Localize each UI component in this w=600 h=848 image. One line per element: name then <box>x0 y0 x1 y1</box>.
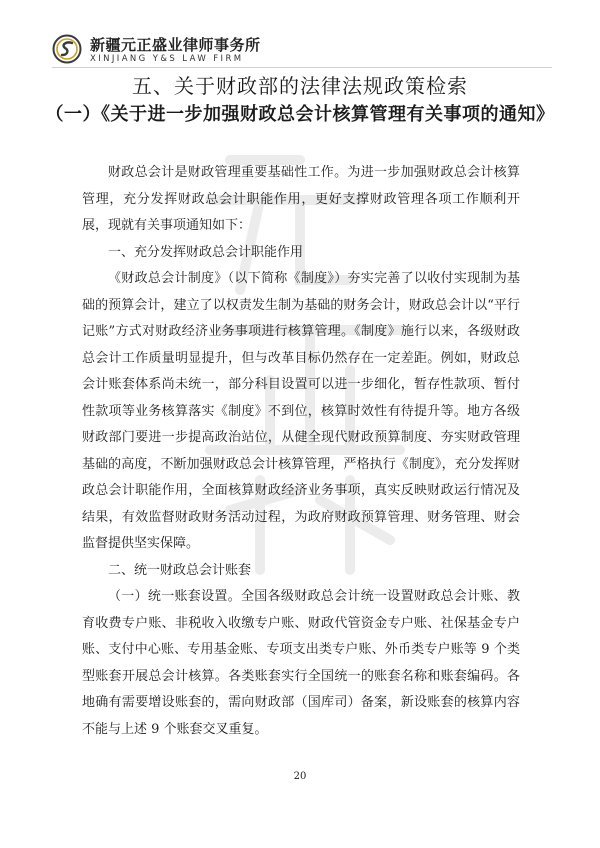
page-number: 20 <box>293 771 307 782</box>
letterhead <box>52 32 572 72</box>
section-2-heading: 二、统一财政总会计账套 <box>108 562 252 578</box>
header-divider <box>52 67 552 68</box>
section-1-paragraph: 《财政总会计制度》（以下简称《制度》）夯实完善了以收付实现制为基础的预算会计，建立了以权责发生制为基础的财务会计，财政总会计以“平行记账”方式对财政经济业务事项进行核算管理。《制度》施行以来，各级财政总会计工作质量明显提升，但与改革目标仍然存在一定差距。例如，财政总会计账套体系尚未统一，部分科目设置可以进一步细化，暂存性款项、暂付性款项等业务核算落实《制度》不到位，核算时效性有待提升等。地方各级财政部门要进一步提高政治站位，从健全现代财政预算制度、夯实财政管理基础的高度，不断加强财政总会计核算管理，严格执行《制度》，充分发挥财政总会计职能作用，全面核算财政经济业务事项，真实反映财政运行情况及结果，有效监督财政财务活动过程，为政府财政预算管理、财务管理、财会监督提供坚实保障。 <box>82 271 520 551</box>
section-1-heading: 一、充分发挥财政总会计职能作用 <box>108 244 304 260</box>
section-2-paragraph: （一）统一账套设置。全国各级财政总会计统一设置财政总会计账、教育收费专户账、非税收入收缴专户账、财政代管资金专户账、社保基金专户账、支付中心账、专用基金账、专项支出类专户账、外币类专户账等 9 个类型账套开展总会计核算。各类账套实行全国统一的账套名称和账套编码。各地确有需要增设账套的，需向财政部（国库司）备案，新设账套的核算内容不能与上述 9 个账套交叉重复。 <box>82 589 520 737</box>
firm-name-cn: 新疆元正盛业律师事务所 <box>90 36 261 54</box>
subsection-title: （一）《关于进一步加强财政总会计核算管理有关事项的通知》 <box>45 104 555 125</box>
document-body <box>82 160 520 743</box>
firm-name-en: XINJIANG Y&S LAW FIRM <box>90 54 244 64</box>
section-title: 五、关于财政部的法律法规政策检索 <box>132 74 468 98</box>
firm-logo-icon <box>52 34 82 64</box>
intro-paragraph: 财政总会计是财政管理重要基础性工作。为进一步加强财政总会计核算管理，充分发挥财政总会计职能作用，更好支撑财政管理各项工作顺利开展，现就有关事项通知如下： <box>82 165 520 233</box>
